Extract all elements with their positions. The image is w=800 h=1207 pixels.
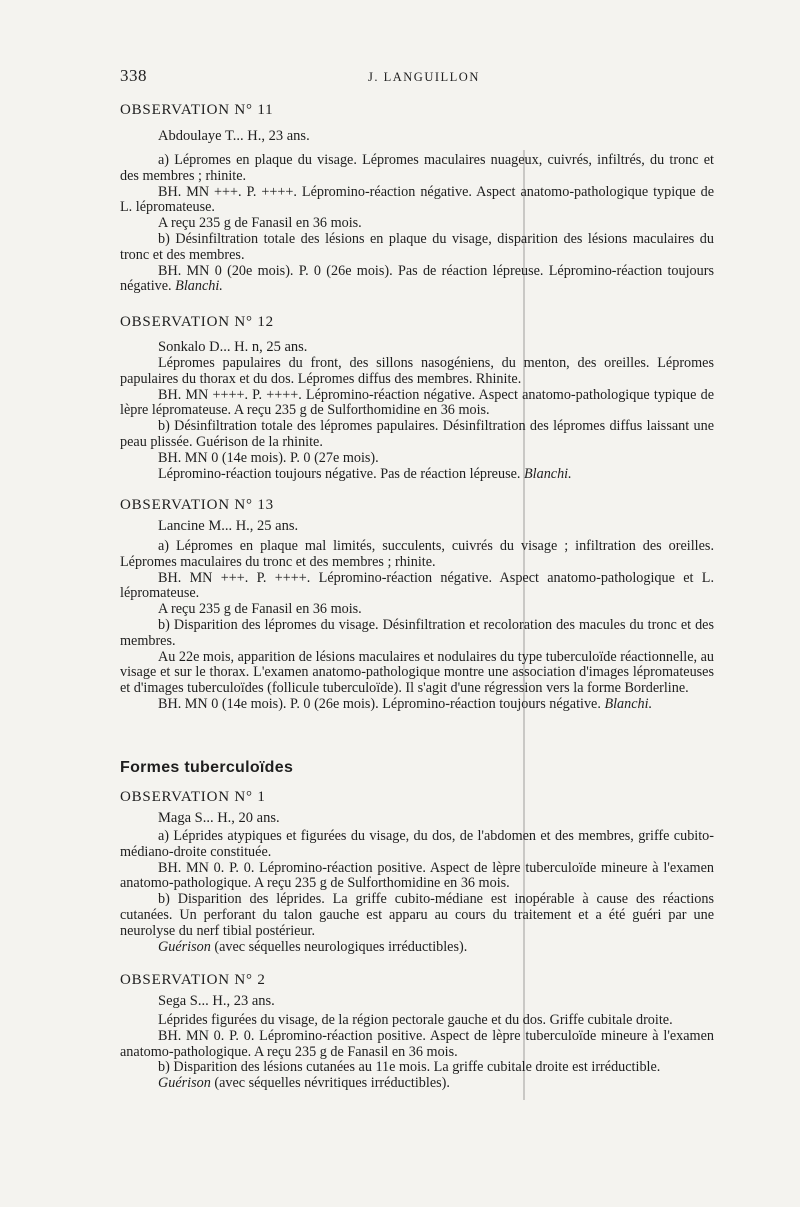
paragraph: a) Léprides atypiques et figurées du visage, du dos, de l'abdomen et des membres, griffe cubito-médiano-droite constituée.	[120, 828, 714, 860]
paragraph: BH. MN +++. P. ++++. Lépromino-réaction négative. Aspect anatomo-pathologique typique de L. lépromateuse.	[120, 183, 714, 216]
paragraph: BH. MN +++. P. ++++. Lépromino-réaction négative. Aspect anatomo-pathologique et L. lépromateuse.	[120, 569, 714, 602]
paragraph: b) Disparition des lésions cutanées au 11e mois. La griffe cubitale droite est irréductible.	[158, 1059, 661, 1076]
observation-12-body	[120, 356, 714, 482]
author-signature: Blanchi.	[524, 465, 572, 482]
observation-13-title: OBSERVATION N° 13	[120, 497, 274, 513]
observation-13-body	[120, 539, 714, 713]
tuberculoid-observation-1-title: OBSERVATION N° 1	[120, 789, 266, 805]
section-heading: Formes tuberculoïdes	[120, 759, 294, 776]
paragraph	[120, 1076, 714, 1092]
paragraph-text: BH. MN 0 (14e mois). P. 0 (26e mois). Lépromino-réaction toujours négative.	[158, 695, 601, 712]
paragraph-text: (avec séquelles neurologiques irréductibles).	[210, 938, 468, 955]
outcome-label: Guérison	[158, 938, 211, 955]
paragraph	[120, 264, 714, 296]
tuberculoid-observation-2-title: OBSERVATION N° 2	[120, 972, 266, 988]
author-signature: Blanchi.	[604, 695, 653, 712]
paragraph	[120, 467, 714, 483]
observation-11-body	[120, 153, 714, 295]
outcome-label: Guérison	[158, 1075, 211, 1092]
paragraph: BH. MN ++++. P. ++++. Lépromino-réaction négative. Aspect anatomo-pathologique typique de lèpre lépromateuse. A reçu 235 g de Sulforthomidine en 36 mois.	[120, 386, 714, 419]
paragraph: Lépromes papulaires du front, des sillons nasogéniens, du menton, des oreilles. Lépromes papulaires du thorax et du dos. Lépromes diffus des membres. Rhinite.	[120, 355, 714, 387]
paragraph: BH. MN 0. P. 0. Lépromino-réaction positive. Aspect de lèpre tuberculoïde mineure à l'examen anatomo-pathologique. A reçu 235 g de Fanasil en 36 mois.	[120, 1027, 714, 1060]
observation-12-title: OBSERVATION N° 12	[120, 314, 274, 330]
page-number: 338	[120, 66, 147, 85]
tuberculoid-observation-2-patient: Sega S... H., 23 ans.	[158, 993, 275, 1009]
observation-13-patient: Lancine M... H., 25 ans.	[158, 518, 299, 534]
paragraph: b) Disparition des léprides. La griffe cubito-médiane est inopérable à cause des réactions cutanées. Un perforant du talon gauche est apparu au cours du traitement et a été guéri par une neurolyse du nerf tibial postérieur.	[120, 891, 714, 939]
tuberculoid-observation-1-patient: Maga S... H., 20 ans.	[158, 810, 280, 826]
tuberculoid-observation-2-body	[120, 1013, 714, 1092]
tuberculoid-observation-1-body	[120, 829, 714, 955]
paragraph: Au 22e mois, apparition de lésions maculaires et nodulaires du type tuberculoïde réactionnelle, au visage et sur le thorax. L'examen anatomo-pathologique montre une association d'images lépromateuses et d'images tuberculoïdes (follicule tuberculoïde). Il s'agit d'une régression vers la forme Borderline.	[120, 648, 714, 697]
paragraph	[120, 940, 714, 956]
paragraph: b) Désinfiltration totale des lésions en plaque du visage, disparition des lésions maculaires du tronc et des membres.	[120, 230, 714, 263]
paragraph: BH. MN 0. P. 0. Lépromino-réaction positive. Aspect de lèpre tuberculoïde mineure à l'examen anatomo-pathologique. A reçu 235 g de Sulforthomidine en 36 mois.	[120, 859, 714, 892]
observation-12-patient: Sonkalo D... H. n, 25 ans.	[158, 339, 308, 355]
paragraph: a) Lépromes en plaque mal limités, succulents, cuivrés du visage ; infiltration des oreilles. Lépromes maculaires du tronc et des membres ; rhinite.	[120, 538, 714, 570]
paragraph: A reçu 235 g de Fanasil en 36 mois.	[158, 601, 362, 618]
paragraph: A reçu 235 g de Fanasil en 36 mois.	[158, 215, 362, 232]
paragraph: b) Désinfiltration totale des lépromes papulaires. Désinfiltration des lépromes diffus laissant une peau plissée. Guérison de la rhinite.	[120, 418, 714, 450]
paragraph: BH. MN 0 (14e mois). P. 0 (27e mois).	[158, 449, 379, 466]
paragraph-text: Lépromino-réaction toujours négative. Pas de réaction lépreuse.	[158, 465, 521, 482]
observation-11-patient: Abdoulaye T... H., 23 ans.	[158, 128, 310, 144]
paragraph	[120, 697, 714, 713]
observation-11-title: OBSERVATION N° 11	[120, 102, 274, 118]
author-signature: Blanchi.	[175, 278, 223, 295]
paragraph: b) Disparition des lépromes du visage. Désinfiltration et recoloration des macules du tronc et des membres.	[120, 616, 714, 649]
paragraph: a) Lépromes en plaque du visage. Lépromes maculaires nuageux, cuivrés, infiltrés, du tronc et des membres ; rhinite.	[120, 152, 714, 184]
paragraph-text: BH. MN 0 (20e mois). P. 0 (26e mois). Pas de réaction lépreuse. Lépromino-réaction toujours négative.	[120, 262, 714, 295]
paragraph-text: (avec séquelles névritiques irréductibles).	[210, 1075, 450, 1092]
running-header-author: J. LANGUILLON	[368, 70, 480, 84]
paragraph: Léprides figurées du visage, de la région pectorale gauche et du dos. Griffe cubitale droite.	[158, 1012, 673, 1028]
